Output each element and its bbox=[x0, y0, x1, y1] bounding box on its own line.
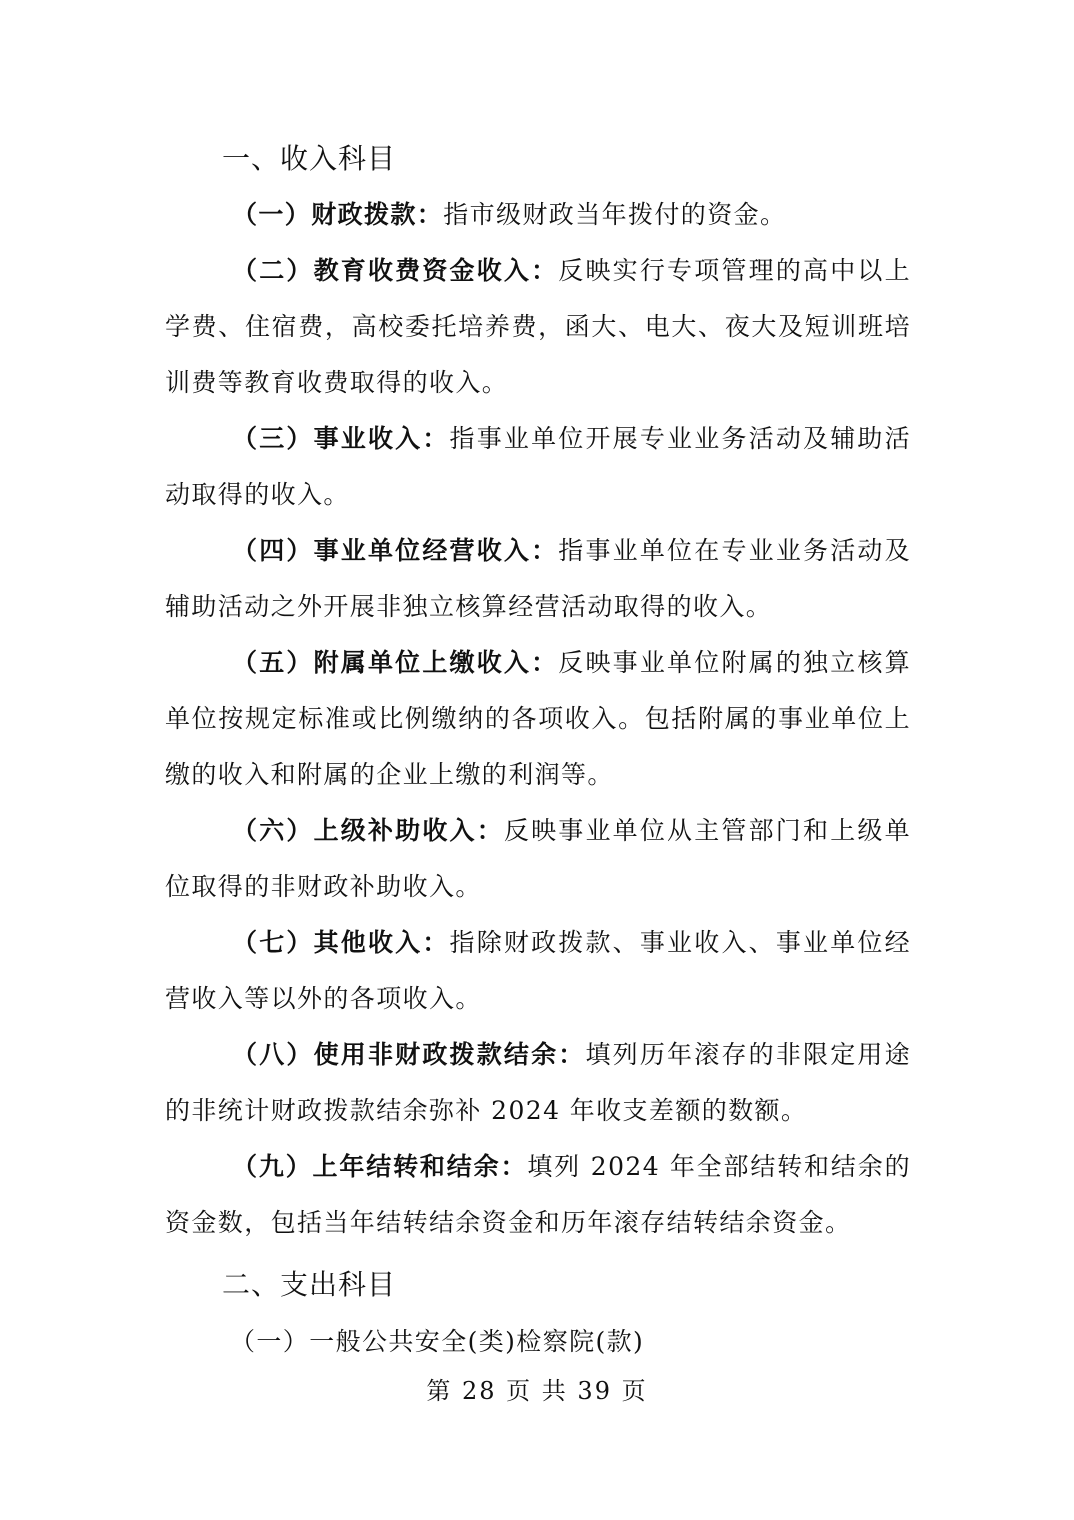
income-item-7-text: 指除财政拨款、事业收入、事业单位经营收入等以外的各项收入。 bbox=[165, 928, 911, 1013]
income-item-8-text: 填列历年滚存的非限定用途的非统计财政拨款结余弥补 2024 年收支差额的数额。 bbox=[165, 1040, 911, 1125]
income-item-3-term: （三）事业收入： bbox=[232, 424, 450, 453]
income-item-8 bbox=[165, 1027, 911, 1139]
income-item-5-term: （五）附属单位上缴收入： bbox=[232, 648, 559, 677]
income-item-9-term: （九）上年结转和结余： bbox=[232, 1152, 528, 1181]
income-item-9-text: 填列 2024 年全部结转和结余的资金数，包括当年结转结余资金和历年滚存结转结余资金。 bbox=[165, 1152, 911, 1237]
income-item-5 bbox=[165, 635, 911, 803]
income-item-6-term: （六）上级补助收入： bbox=[232, 816, 504, 845]
income-item-3 bbox=[165, 411, 911, 523]
income-item-7-term: （七）其他收入： bbox=[232, 928, 450, 957]
income-item-9 bbox=[165, 1139, 911, 1251]
income-item-4-text: 指事业单位在专业业务活动及辅助活动之外开展非独立核算经营活动取得的收入。 bbox=[165, 536, 911, 621]
income-item-2 bbox=[165, 243, 911, 411]
income-item-6 bbox=[165, 803, 911, 915]
income-item-4-term: （四）事业单位经营收入： bbox=[232, 536, 559, 565]
page-number-footer: 第 28 页 共 39 页 bbox=[426, 1377, 648, 1405]
income-item-4 bbox=[165, 523, 911, 635]
income-item-1 bbox=[165, 187, 911, 243]
income-item-8-term: （八）使用非财政拨款结余： bbox=[232, 1040, 586, 1069]
income-section-heading: 一、收入科目 bbox=[222, 142, 397, 175]
income-item-1-text: 指市级财政当年拨付的资金。 bbox=[443, 200, 787, 229]
income-item-2-text: 反映实行专项管理的高中以上学费、住宿费，高校委托培养费，函大、电大、夜大及短训班培训费等教育收费取得的收入。 bbox=[165, 256, 911, 397]
income-item-6-text: 反映事业单位从主管部门和上级单位取得的非财政补助收入。 bbox=[165, 816, 911, 901]
income-item-1-term: （一）财政拨款： bbox=[232, 200, 444, 229]
income-item-5-text: 反映事业单位附属的独立核算单位按规定标准或比例缴纳的各项收入。包括附属的事业单位上缴的收入和附属的企业上缴的利润等。 bbox=[165, 648, 911, 789]
income-item-3-text: 指事业单位开展专业业务活动及辅助活动取得的收入。 bbox=[165, 424, 911, 509]
expense-item-1: （一）一般公共安全(类)检察院(款) bbox=[230, 1327, 645, 1356]
income-item-2-term: （二）教育收费资金收入： bbox=[232, 256, 559, 285]
income-item-7 bbox=[165, 915, 911, 1027]
expense-section-heading: 二、支出科目 bbox=[222, 1268, 397, 1301]
